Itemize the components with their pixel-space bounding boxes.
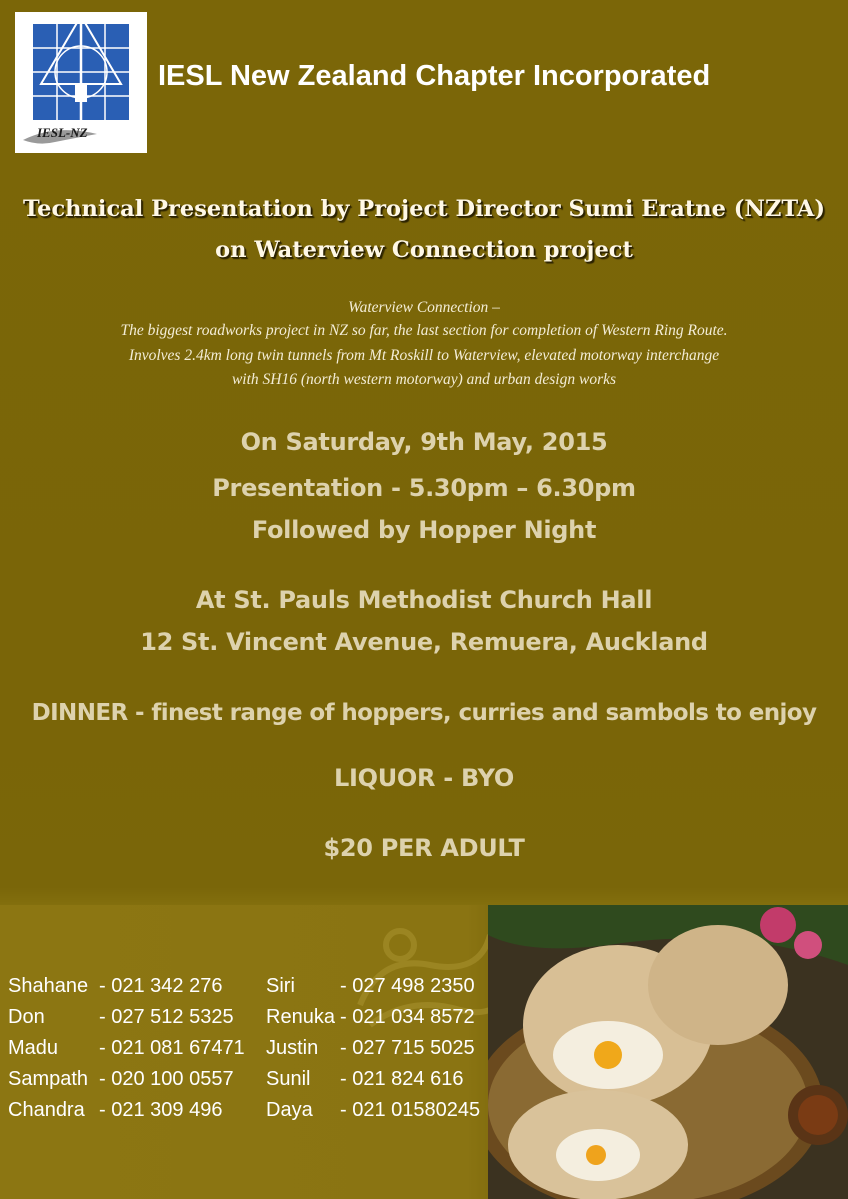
contact-name-daya: Daya bbox=[266, 1099, 313, 1121]
event-liquor: LIQUOR - BYO bbox=[334, 764, 514, 792]
contact-name-renuka: Renuka bbox=[266, 1006, 335, 1028]
description-line4: with SH16 (north western motorway) and urban design works bbox=[231, 371, 617, 388]
contact-phone-sunil: - 021 824 616 bbox=[340, 1068, 464, 1090]
contact-name-sampath: Sampath bbox=[8, 1068, 89, 1090]
org-title: IESL New Zealand Chapter Incorporated bbox=[158, 60, 711, 92]
contact-phone-daya: - 021 01580245 bbox=[340, 1099, 481, 1121]
contact-name-siri: Siri bbox=[266, 975, 295, 997]
contact-name-don: Don bbox=[8, 1006, 45, 1028]
contact-phone-chandra: - 021 309 496 bbox=[99, 1099, 223, 1121]
contact-phone-madu: - 021 081 67471 bbox=[99, 1037, 245, 1059]
event-dinner: DINNER - finest range of hoppers, curries and sambols to enjoy bbox=[31, 700, 817, 726]
contact-phone-shahane: - 021 342 276 bbox=[99, 975, 223, 997]
hoppers-photo-icon bbox=[488, 905, 848, 1199]
contact-phone-justin: - 027 715 5025 bbox=[340, 1037, 475, 1059]
contact-name-chandra: Chandra bbox=[8, 1099, 85, 1121]
contact-name-justin: Justin bbox=[266, 1037, 319, 1059]
event-price: $20 PER ADULT bbox=[323, 834, 525, 862]
contact-name-madu: Madu bbox=[8, 1037, 59, 1059]
event-address: 12 St. Vincent Avenue, Remuera, Auckland bbox=[140, 628, 708, 656]
presentation-title-line1: Technical Presentation by Project Director Sumi Eratne (NZTA) bbox=[23, 196, 825, 222]
contact-name-sunil: Sunil bbox=[266, 1068, 311, 1090]
contact-phone-siri: - 027 498 2350 bbox=[340, 975, 475, 997]
description-line1: Waterview Connection – bbox=[348, 299, 500, 316]
description-line3: Involves 2.4km long twin tunnels from Mt Roskill to Waterview, elevated motorway interchange bbox=[128, 347, 720, 364]
presentation-title-line2: on Waterview Connection project bbox=[215, 237, 633, 263]
event-followed: Followed by Hopper Night bbox=[251, 516, 597, 544]
contact-name-shahane: Shahane bbox=[8, 975, 89, 997]
event-date: On Saturday, 9th May, 2015 bbox=[240, 428, 608, 456]
contact-phone-renuka: - 021 034 8572 bbox=[340, 1006, 475, 1028]
contact-phone-sampath: - 020 100 0557 bbox=[99, 1068, 234, 1090]
description-line2: The biggest roadworks project in NZ so far, the last section for completion of Western Ring Route. bbox=[120, 322, 728, 339]
iesl-logo bbox=[15, 12, 147, 153]
contact-list bbox=[0, 905, 520, 1199]
event-venue: At St. Pauls Methodist Church Hall bbox=[195, 586, 653, 614]
iesl-logo-text: IESL-NZ bbox=[37, 125, 88, 140]
contact-phone-don: - 027 512 5325 bbox=[99, 1006, 234, 1028]
event-time: Presentation - 5.30pm – 6.30pm bbox=[212, 474, 636, 502]
